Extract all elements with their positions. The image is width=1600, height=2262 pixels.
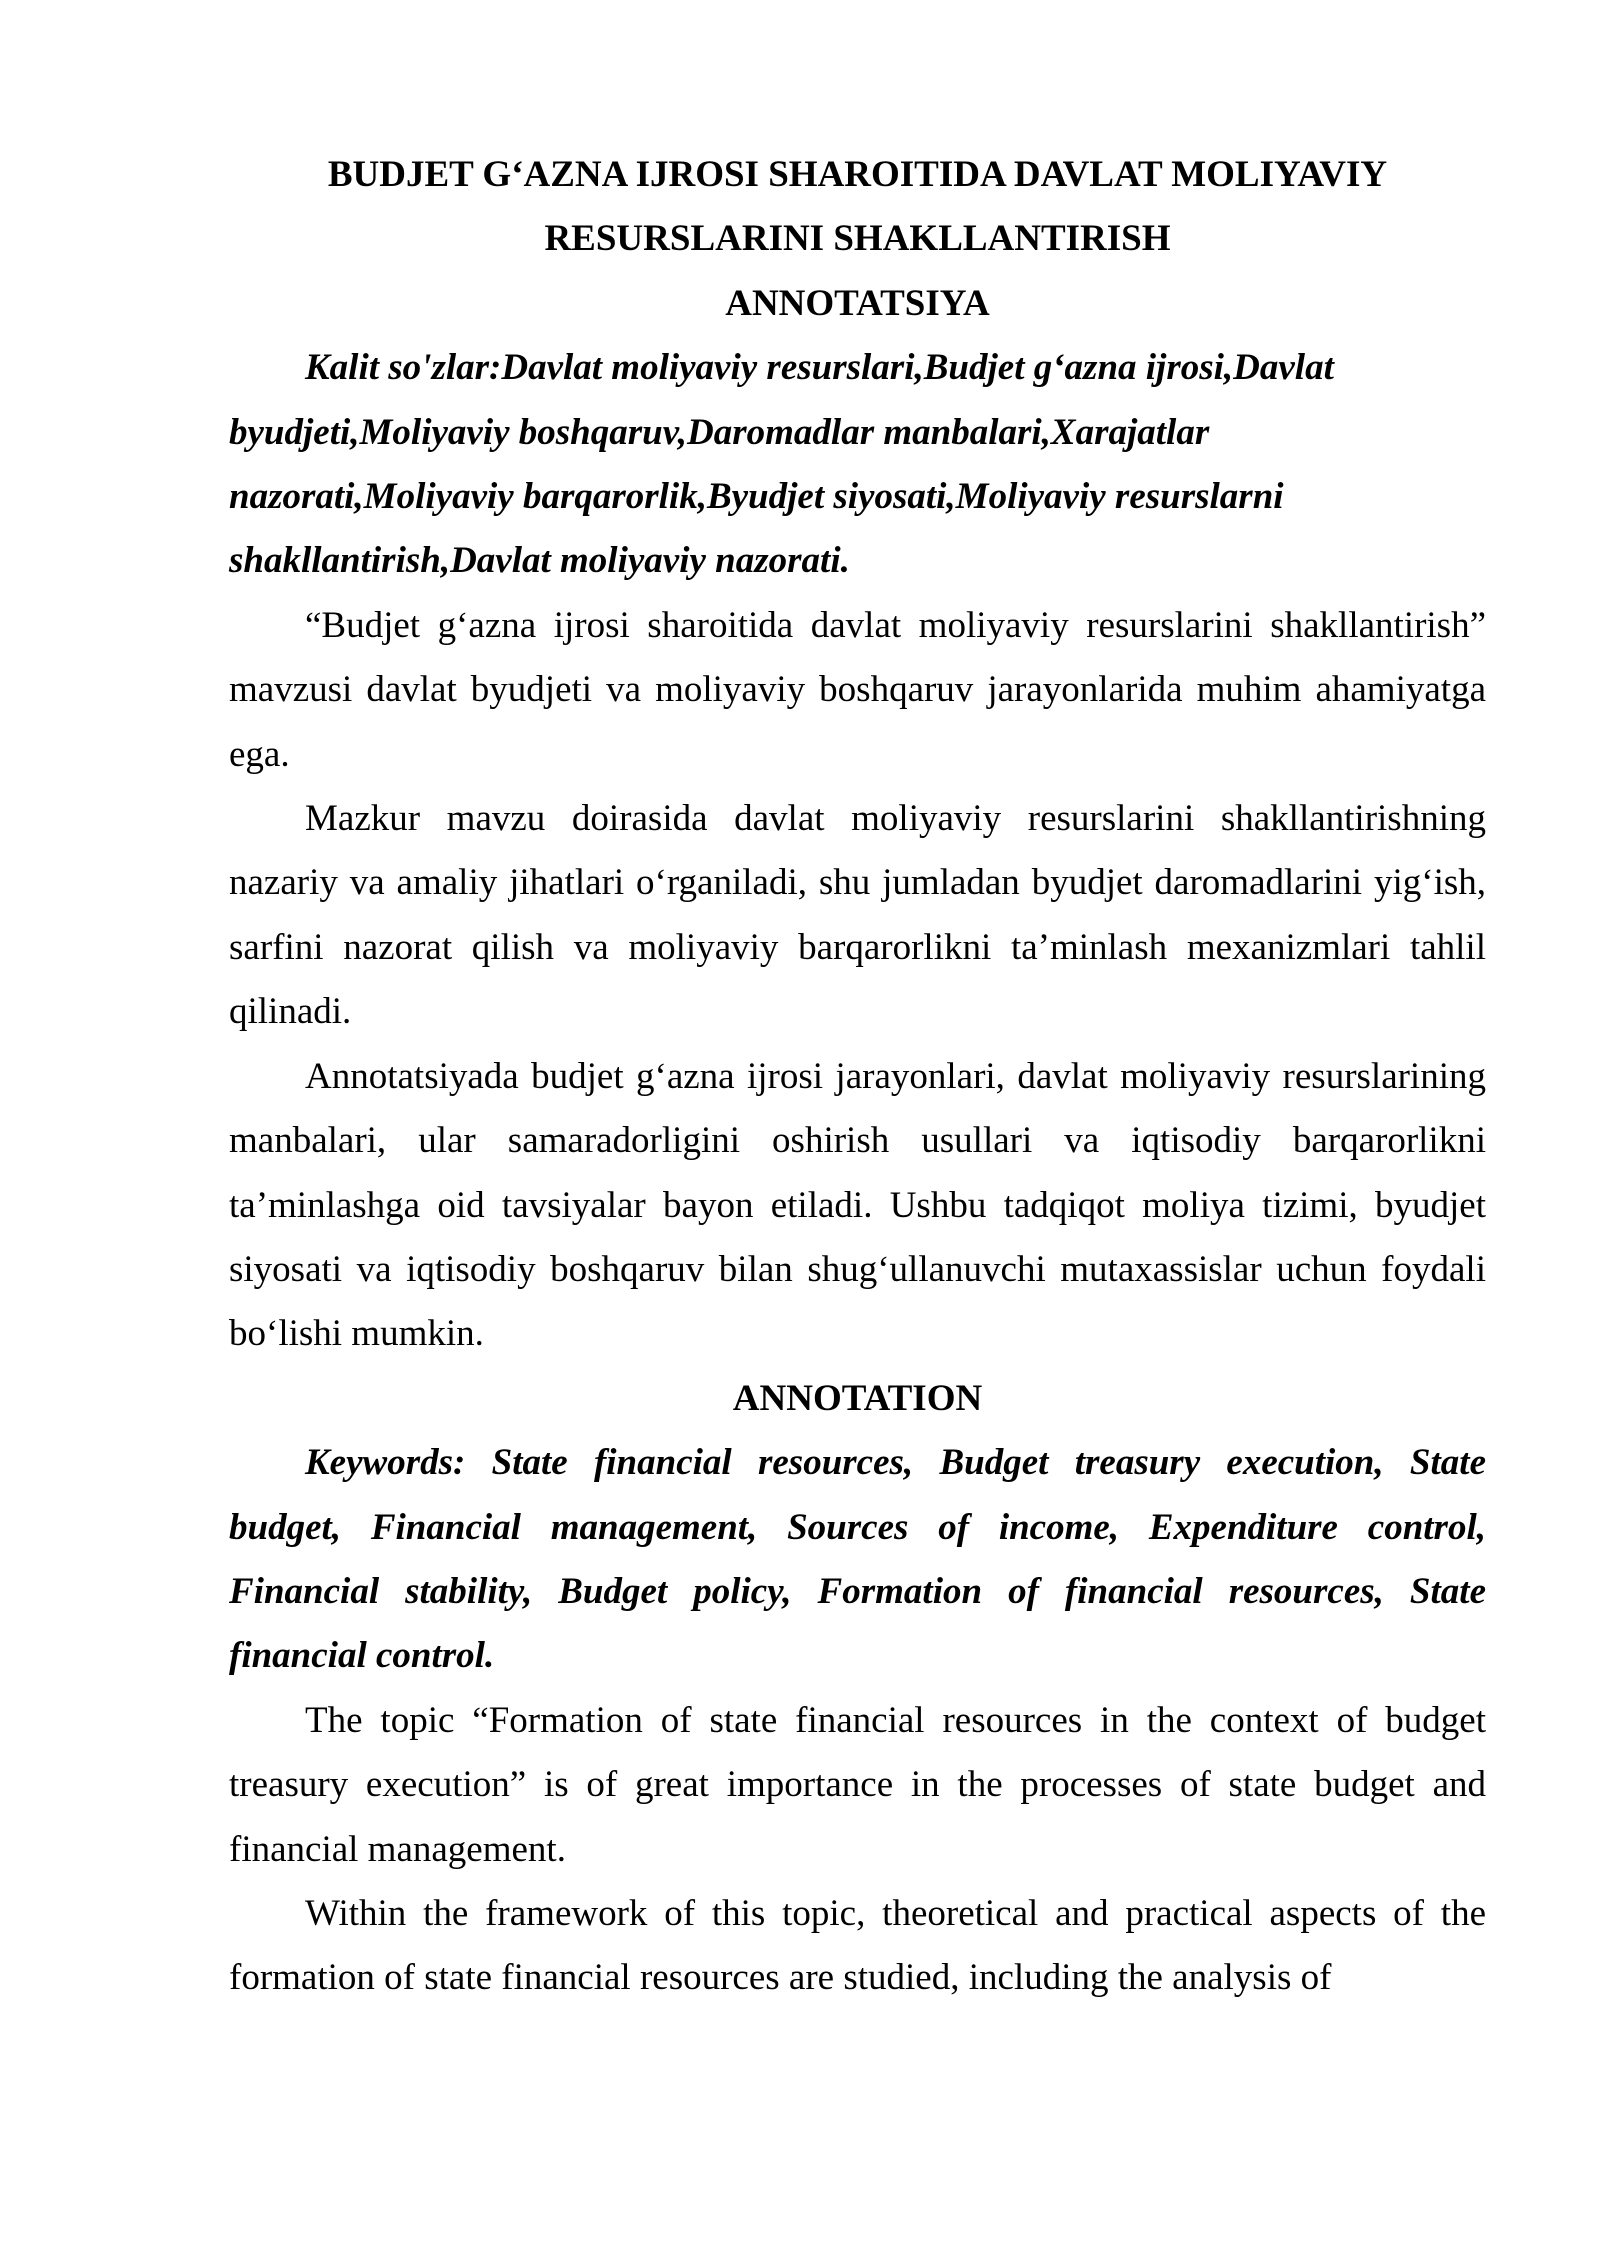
en-section-heading: ANNOTATION: [732, 1377, 983, 1419]
document-title-line-1: BUDJET GʻAZNA IJROSI SHAROITIDA DAVLAT MOLIYAVIY: [327, 154, 1388, 195]
document-title: [229, 143, 1486, 272]
uz-paragraph-2: Mazkur mavzu doirasida davlat moliyaviy resurslarini shakllantirishning nazariy va amaliy jihatlari oʻrganiladi, shu jumladan byudjet daromadlarini yigʻish, sarfini nazorat qilish va moliyaviy barqarorlikni ta’minlash mexanizmlari tahlil qilinadi.: [229, 798, 1486, 1033]
uz-section-heading: ANNOTATSIYA: [725, 282, 990, 324]
uz-paragraph-1: “Budjet gʻazna ijrosi sharoitida davlat moliyaviy resurslarini shakllantirish” mavzusi davlat byudjeti va moliyaviy boshqaruv jarayonlarida muhim ahamiyatga ega.: [229, 604, 1486, 775]
uz-keywords-paragraph: Kalit so'zlar:Davlat moliyaviy resurslari,Budjet gʻazna ijrosi,Davlat byudjeti,Moliyaviy boshqaruv,Daromadlar manbalari,Xarajatlar nazorati,Moliyaviy barqarorlik,Byudjet siyosati,Moliyaviy resurslarni shakllantirish,Davlat moliyaviy nazorati.: [229, 347, 1334, 582]
document-title-line-2: RESURSLARINI SHAKLLANTIRISH: [544, 218, 1171, 260]
document-content: [229, 143, 1486, 2011]
en-paragraph-1: The topic “Formation of state financial resources in the context of budget treasury execution” is of great importance in the processes of state budget and financial management.: [229, 1699, 1486, 1870]
uz-paragraph-3: Annotatsiyada budjet gʻazna ijrosi jarayonlari, davlat moliyaviy resurslarining manbalari, ular samaradorligini oshirish usullari va iqtisodiy barqarorlikni ta’minlashga oid tavsiyalar bayon etiladi. Ushbu tadqiqot moliya tizimi, byudjet siyosati va iqtisodiy boshqaruv bilan shugʻullanuvchi mutaxassislar uchun foydali boʻlishi mumkin.: [229, 1055, 1486, 1355]
en-paragraph-2: Within the framework of this topic, theoretical and practical aspects of the formation of state financial resources are studied, including the analysis of: [229, 1892, 1486, 1999]
en-keywords-paragraph: Keywords: State financial resources, Budget treasury execution, State budget, Financial management, Sources of income, Expenditure control, Financial stability, Budget policy, Formation of financial resources, State financial control.: [229, 1442, 1486, 1677]
